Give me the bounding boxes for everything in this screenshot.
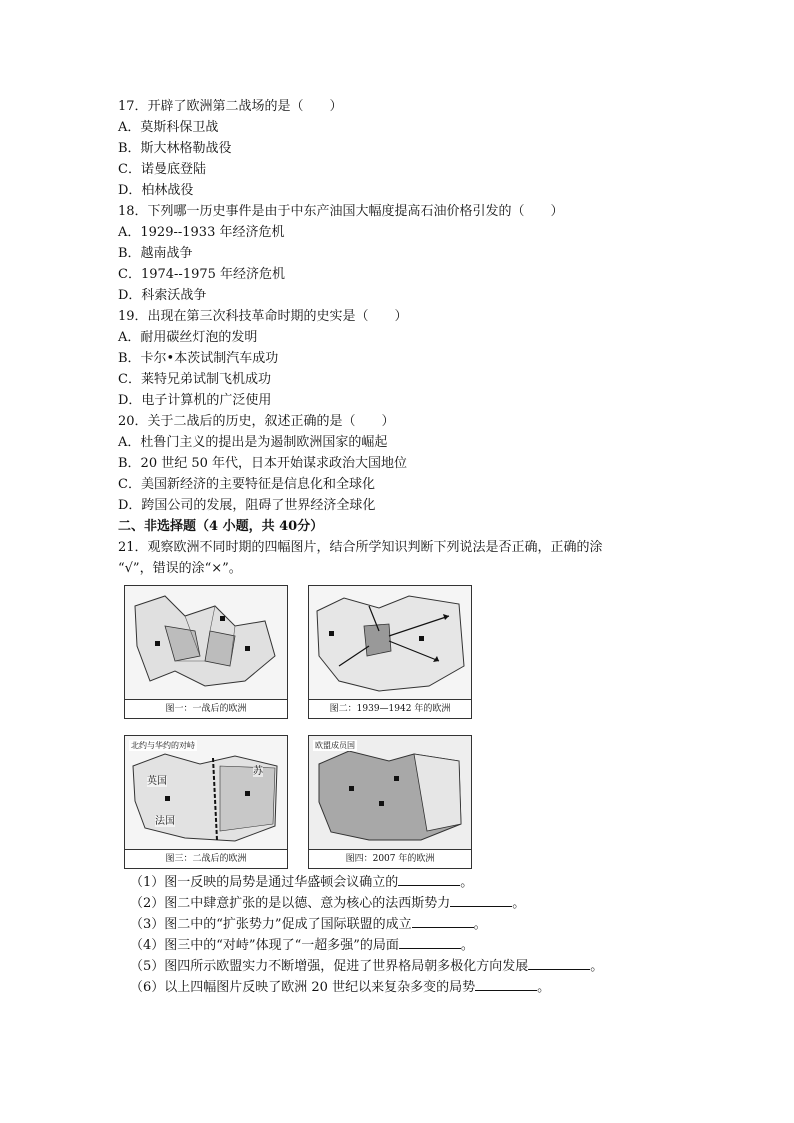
map-figure-1 <box>124 585 288 719</box>
map-inset-title: 欧盟成员国 <box>315 741 355 750</box>
question-stem: 17．开辟了欧洲第二战场的是（ ） <box>118 99 343 114</box>
question-21-stem-continued: “√”，错误的涂“×”。 <box>118 561 242 576</box>
option-c: C．诺曼底登陆 <box>118 162 206 177</box>
question-21-subquestions <box>118 871 678 997</box>
question-17 <box>118 96 678 201</box>
period: 。 <box>460 875 474 890</box>
map-figure-4 <box>308 735 472 869</box>
question-19 <box>118 306 678 411</box>
option-d: D．跨国公司的发展，阻碍了世界经济全球化 <box>118 498 376 513</box>
europe-map-image <box>309 586 471 700</box>
subquestion-5 <box>118 955 678 976</box>
subquestion-text: （1）图一反映的局势是通过华盛顿会议确立的 <box>130 875 399 890</box>
answer-blank[interactable] <box>450 892 512 907</box>
subquestion-text: （6）以上四幅图片反映了欧洲 20 世纪以来复杂多变的局势 <box>130 980 476 995</box>
question-stem: 18．下列哪一历史事件是由于中东产油国大幅度提高石油价格引发的（ ） <box>118 204 564 219</box>
map-caption: 图三：二战后的欧洲 <box>125 849 287 868</box>
option-c: C．莱特兄弟试制飞机成功 <box>118 372 271 387</box>
map-figure-3 <box>124 735 288 869</box>
map-caption: 图二：1939—1942 年的欧洲 <box>309 699 471 718</box>
subquestion-4 <box>118 934 678 955</box>
europe-map-image <box>125 736 287 850</box>
subquestion-text: （2）图二中肆意扩张的是以德、意为核心的法西斯势力 <box>130 896 451 911</box>
country-label: 英国 <box>147 776 167 787</box>
section-heading: 二、非选择题（4 小题，共 40分） <box>118 519 324 534</box>
subquestion-text: （4）图三中的“对峙”体现了“一超多强”的局面 <box>130 938 399 953</box>
question-21-stem: 21．观察欧洲不同时期的四幅图片，结合所学知识判断下列说法是否正确，正确的涂 <box>118 540 603 555</box>
map-inset-title: 北约与华约的对峙 <box>131 741 195 750</box>
option-a: A．1929--1933 年经济危机 <box>118 225 285 240</box>
exam-page-content <box>118 96 678 997</box>
europe-map-image <box>125 586 287 700</box>
question-18 <box>118 201 678 306</box>
answer-blank[interactable] <box>399 934 461 949</box>
map-caption: 图一：一战后的欧洲 <box>125 699 287 718</box>
country-label: 法国 <box>155 816 175 827</box>
option-c: C．美国新经济的主要特征是信息化和全球化 <box>118 477 375 492</box>
subquestion-text: （5）图四所示欧盟实力不断增强，促进了世界格局朝多极化方向发展 <box>130 959 529 974</box>
answer-blank[interactable] <box>475 976 537 991</box>
map-caption: 图四：2007 年的欧洲 <box>309 849 471 868</box>
option-a: A．杜鲁门主义的提出是为遏制欧洲国家的崛起 <box>118 435 388 450</box>
period: 。 <box>512 896 526 911</box>
question-stem: 19．出现在第三次科技革命时期的史实是（ ） <box>118 309 408 324</box>
map-figures <box>118 585 678 867</box>
option-d: D．科索沃战争 <box>118 288 207 303</box>
period: 。 <box>537 980 551 995</box>
subquestion-2 <box>118 892 678 913</box>
period: 。 <box>460 938 474 953</box>
option-a: A．莫斯科保卫战 <box>118 120 219 135</box>
subquestion-6 <box>118 976 678 997</box>
country-label: 苏 <box>253 766 263 777</box>
option-b: B．越南战争 <box>118 246 193 261</box>
answer-blank[interactable] <box>528 955 590 970</box>
map-figure-2 <box>308 585 472 719</box>
option-c: C．1974--1975 年经济危机 <box>118 267 286 282</box>
subquestion-3 <box>118 913 678 934</box>
option-d: D．电子计算机的广泛使用 <box>118 393 272 408</box>
subquestion-1 <box>118 871 678 892</box>
period: 。 <box>590 959 604 974</box>
question-stem: 20．关于二战后的历史，叙述正确的是（ ） <box>118 414 395 429</box>
option-d: D．柏林战役 <box>118 183 194 198</box>
question-20 <box>118 411 678 516</box>
option-b: B．卡尔•本茨试制汽车成功 <box>118 351 279 366</box>
answer-blank[interactable] <box>398 871 460 886</box>
option-b: B．斯大林格勒战役 <box>118 141 232 156</box>
option-a: A．耐用碳丝灯泡的发明 <box>118 330 258 345</box>
answer-blank[interactable] <box>412 913 474 928</box>
subquestion-text: （3）图二中的“扩张势力”促成了国际联盟的成立 <box>130 917 412 932</box>
europe-map-image <box>309 736 471 850</box>
period: 。 <box>473 917 487 932</box>
option-b: B．20 世纪 50 年代，日本开始谋求政治大国地位 <box>118 456 408 471</box>
